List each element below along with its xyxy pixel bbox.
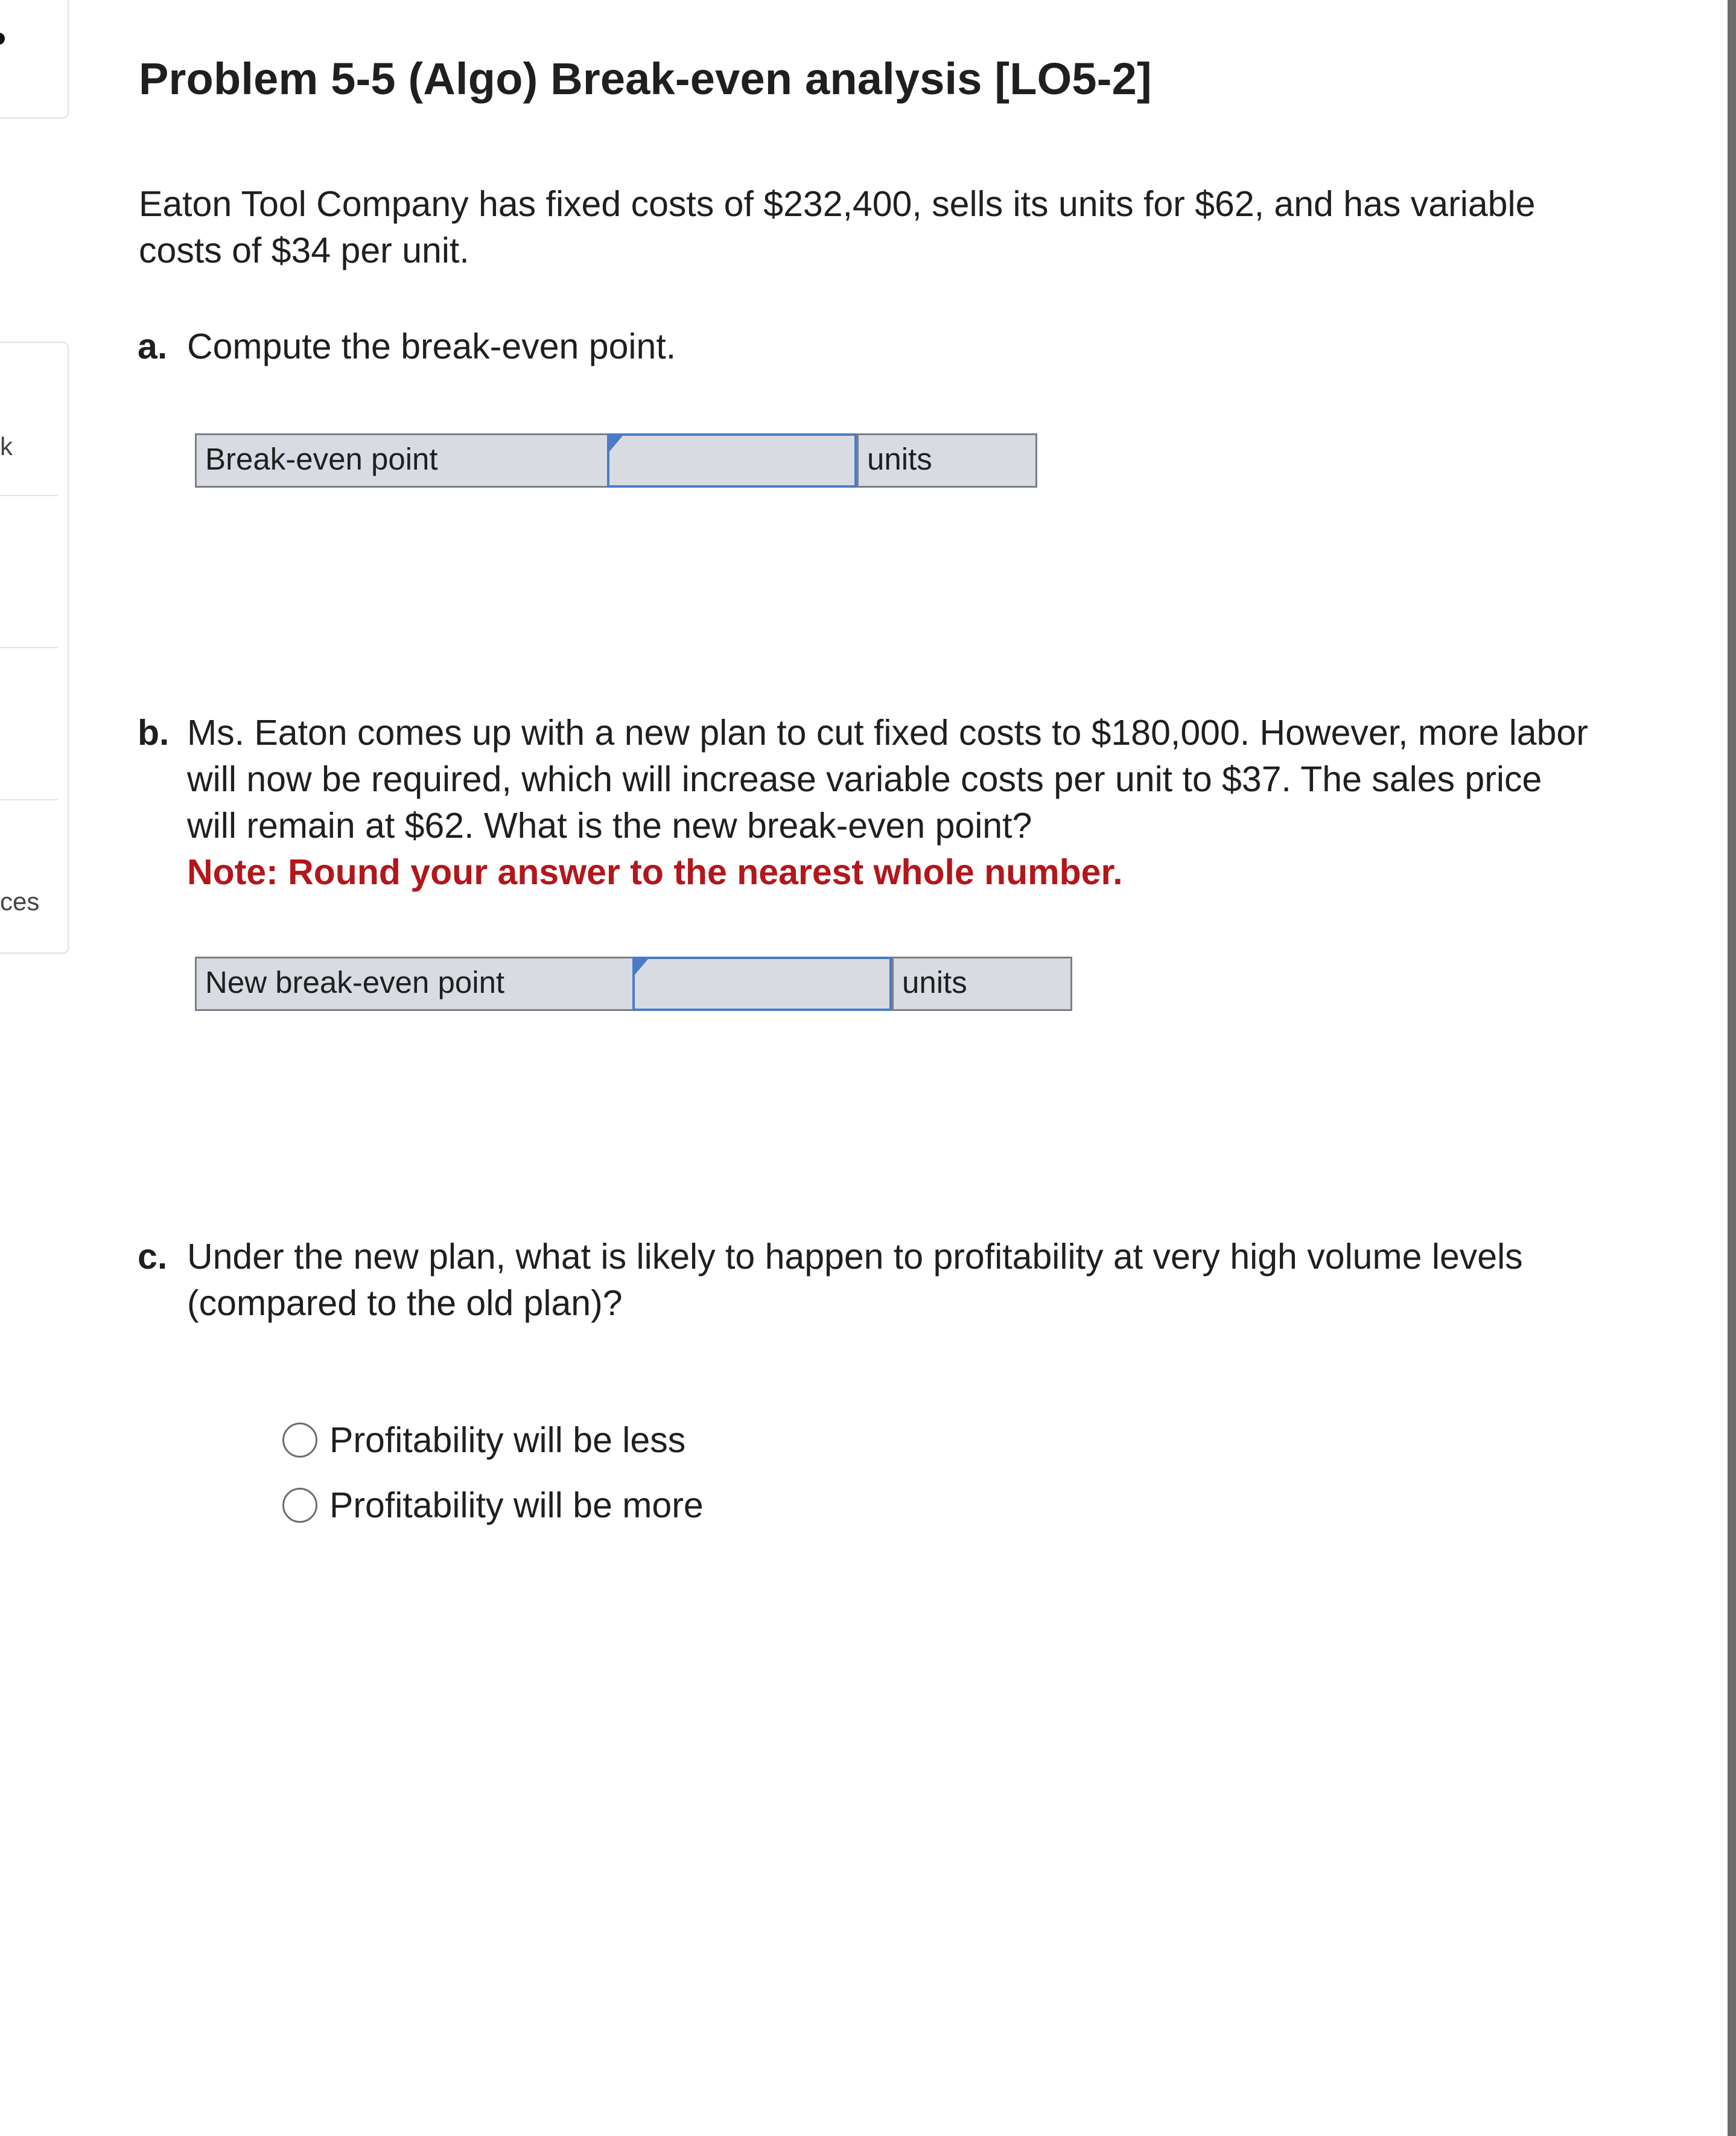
profitability-radio-group <box>282 1408 704 1538</box>
answer-input-wrapper-b <box>632 957 892 1011</box>
answer-unit-b: units <box>892 958 1070 1009</box>
part-a <box>138 324 1598 370</box>
part-a-question: Compute the break-even point. <box>187 327 676 366</box>
sidebar <box>0 0 70 954</box>
radio-button-icon[interactable] <box>282 1488 317 1523</box>
radio-option-more[interactable] <box>282 1473 704 1538</box>
part-b-note: Note: Round your answer to the nearest whole number. <box>187 852 1123 892</box>
radio-label-less[interactable]: Profitability will be less <box>329 1420 686 1460</box>
part-b-letter: b. <box>138 713 170 753</box>
answer-input-wrapper-a <box>607 433 857 488</box>
radio-label-more[interactable]: Profitability will be more <box>329 1485 704 1525</box>
part-c-question: Under the new plan, what is likely to happen to profitability at very high volume levels (compared to the old plan)? <box>187 1237 1523 1323</box>
part-a-letter: a. <box>138 327 168 366</box>
part-b <box>138 710 1598 896</box>
sidebar-item-label-2[interactable]: ces <box>0 887 40 916</box>
answer-label-a: Break-even point <box>205 442 438 476</box>
sidebar-divider-1 <box>0 495 58 496</box>
radio-option-less[interactable] <box>282 1408 704 1473</box>
part-c <box>138 1234 1598 1327</box>
new-break-even-point-input[interactable] <box>635 959 889 1009</box>
sidebar-card-nav <box>0 342 69 954</box>
scrollbar-track[interactable] <box>1728 0 1736 2136</box>
sidebar-card-top[interactable] <box>0 0 69 118</box>
page-title: Problem 5-5 (Algo) Break-even analysis [LO5-2] <box>139 54 1152 104</box>
answer-row-b <box>195 957 1072 1011</box>
problem-intro: Eaton Tool Company has fixed costs of $232,400, sells its units for $62, and has variable costs of $34 per unit. <box>139 184 1536 270</box>
sidebar-divider-3 <box>0 799 58 800</box>
answer-row-a <box>195 433 1037 488</box>
part-c-letter: c. <box>138 1237 168 1277</box>
answer-label-b: New break-even point <box>205 965 505 999</box>
part-b-question: Ms. Eaton comes up with a new plan to cut fixed costs to $180,000. However, more labor will now be required, which will increase variable costs per unit to $37. The sales price will remain at $62. What is the new break-even point? <box>187 713 1588 846</box>
sidebar-item-label-1[interactable]: k <box>0 432 13 461</box>
radio-button-icon[interactable] <box>282 1423 317 1458</box>
sidebar-dot <box>0 33 5 45</box>
answer-unit-a: units <box>857 435 1035 486</box>
sidebar-divider-2 <box>0 647 58 648</box>
break-even-point-input[interactable] <box>609 436 854 485</box>
